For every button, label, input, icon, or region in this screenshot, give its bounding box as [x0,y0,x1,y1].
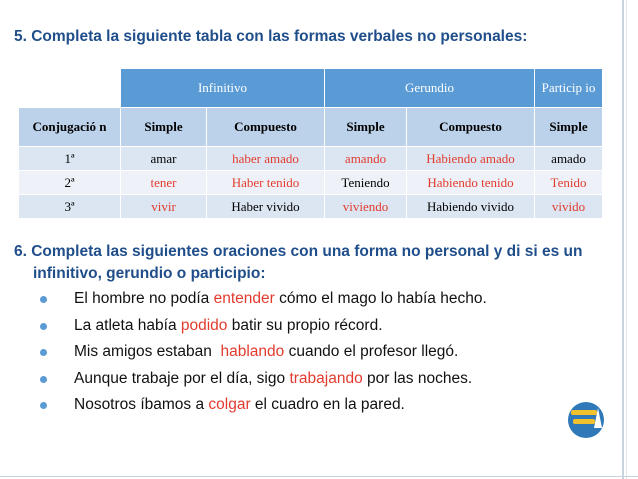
sentence-before: La atleta había [74,316,181,334]
slide-frame-right-inner [626,0,627,479]
cell-inf-compuesto: haber amado [207,147,325,171]
cell-inf-simple: vivir [121,195,207,219]
exercise-6-title [14,241,584,285]
cell-ger-simple: viviendo [325,195,407,219]
subheader-ger-compuesto: Compuesto [407,108,535,147]
table-subheader-row [19,108,603,147]
subheader-part-simple: Simple [535,108,603,147]
verb-forms-table [18,68,603,219]
sentence-answer: hablando [220,343,285,360]
list-item [40,315,487,342]
subheader-inf-simple: Simple [121,108,207,147]
table-header-row [19,69,603,108]
list-item [40,288,487,315]
sentence-after: batir su propio récord. [227,316,383,334]
sentence-answer: trabajando [289,369,363,387]
logo-tower-icon [594,408,602,428]
cell-participio: amado [535,147,603,171]
sentence-after: el cuadro en la pared. [250,396,405,413]
cell-participio: vivido [535,195,603,219]
cell-ger-compuesto: Habiendo tenido [407,171,535,195]
cell-inf-simple: tener [121,171,207,195]
school-logo-icon [568,402,604,438]
subheader-conjugacion: Conjugació n [19,108,121,147]
exercise-6-title-line2: infinitivo, gerundio o participio: [33,265,266,282]
sentence-before: Nosotros íbamos a [74,396,209,413]
sentence-before: Mis amigos estaban [74,343,221,360]
header-gerundio: Gerundio [325,69,535,108]
sentence-after: por las noches. [362,369,473,387]
sentence-before: Aunque trabaje por el día, sigo [74,369,290,387]
list-item [40,394,487,421]
bullet-icon [40,296,47,303]
list-item [40,341,487,368]
sentence-after: cómo el mago lo había hecho. [274,290,487,307]
cell-ger-simple: Teniendo [325,171,407,195]
bullet-icon [40,349,47,356]
cell-ger-compuesto: Habiendo vivido [407,195,535,219]
sentence-answer: podido [180,316,228,334]
cell-inf-simple: amar [121,147,207,171]
bullet-icon [40,402,47,409]
cell-inf-compuesto: Haber vivido [207,195,325,219]
sentence-answer: colgar [208,396,251,413]
subheader-inf-compuesto: Compuesto [207,108,325,147]
sentence-list [40,288,487,421]
cell-participio: Tenido [535,171,603,195]
slide-frame-right [622,0,624,479]
cell-ger-compuesto: Habiendo amado [407,147,535,171]
sentence-answer: entender [213,290,275,307]
slide-frame-bottom [0,476,638,477]
subheader-ger-simple: Simple [325,108,407,147]
header-participio: Particip io [535,69,603,108]
cell-conj: 2ª [19,171,121,195]
sentence-after: cuando el profesor llegó. [284,343,459,360]
cell-inf-compuesto: Haber tenido [207,171,325,195]
cell-ger-simple: amando [325,147,407,171]
logo-stripe-bottom [573,419,595,424]
exercise-5-title: 5. Completa la siguiente tabla con las formas verbales no personales: [14,28,528,45]
table-row [19,195,603,219]
table-corner [19,69,121,108]
header-infinitivo: Infinitivo [121,69,325,108]
cell-conj: 3ª [19,195,121,219]
bullet-icon [40,323,47,330]
list-item [40,368,487,395]
table-row [19,171,603,195]
table-row [19,147,603,171]
exercise-6-title-line1: 6. Completa las siguientes oraciones con una forma no personal y di si es un [14,243,583,260]
cell-conj: 1ª [19,147,121,171]
bullet-icon [40,376,47,383]
sentence-before: El hombre no podía [74,290,214,307]
